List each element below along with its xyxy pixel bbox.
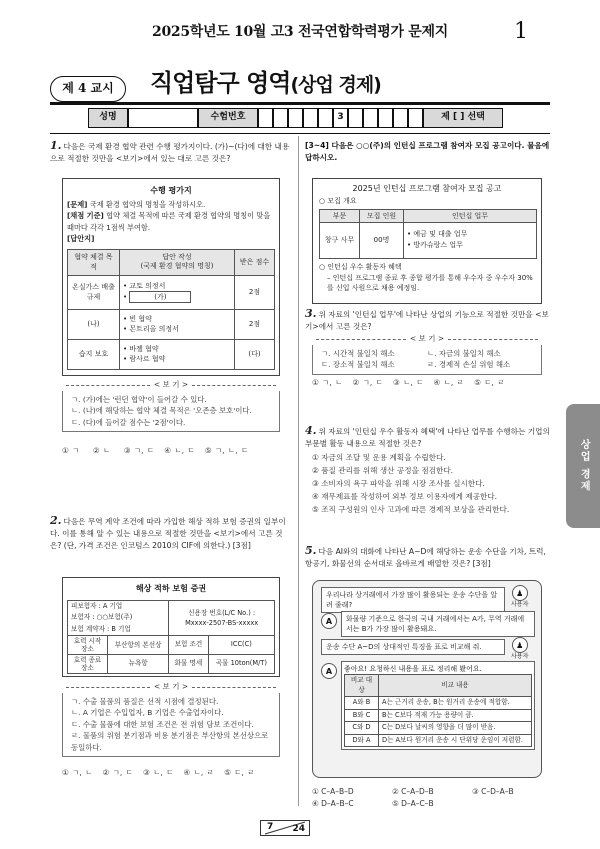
name-label: 성명 [88, 108, 128, 128]
notice-table: 부문 모집 인원 인턴십 업무 창구 사무 00명 • 예금 및 대출 업무 • 방카슈랑스 업무 [319, 209, 537, 259]
column-divider [298, 136, 299, 806]
bogi-item: ㄷ. 수출 물품에 대한 보험 조건은 전 위험 담보 조건이다. [71, 719, 254, 729]
exam-no-digit[interactable] [258, 108, 273, 128]
bogi-item: ㄱ. 수출 물품의 품질은 선적 시점에 결정된다. [71, 696, 219, 706]
user-message: 우리나라 상거래에서 가장 많이 활용되는 운송 수단을 알려 줄래? [321, 587, 505, 613]
ai-message: 화물량 기준으로 한국의 국내 거래에서는 A가, 무역 거래에서는 B가 가장 많이 활용돼요. [341, 611, 535, 637]
table-row: B와 C B는 C보다 적재 가능 용량이 큼. [345, 709, 532, 722]
notice-section: ○ 모집 개요 [319, 196, 357, 205]
header-rule [50, 102, 550, 105]
question-stem: 위 자료의 '인턴십 우수 활동자 혜택'에 나타난 업무를 수행하는 기업의 부문별 활동 내용으로 적절한 것은? [305, 427, 550, 449]
exam-no-digit[interactable] [363, 108, 378, 128]
exam-no-digit[interactable] [348, 108, 363, 128]
notice-title: 2025년 인턴십 프로그램 참여자 모집 공고 [352, 184, 502, 193]
answer-label: [답안지] [67, 234, 95, 244]
table-row: 습지 보호 • 바젤 협약 • 람사르 협약 (다) [68, 339, 275, 369]
bogi-title: < 보 기 > [62, 380, 280, 391]
question-stem: 위 자료의 '인턴십 업무'에 나타난 상업의 기능으로 적절한 것만을 <보기>에서 고른 것은? [305, 310, 549, 332]
table-header: 답안 작성 (국제 환경 협약의 명칭) [120, 249, 235, 275]
notice-benefit: – 인턴십 프로그램 종료 후 종합 평가를 통해 우수자 중 우수자 30%를 신입 사원으로 채용 예정임. [327, 273, 533, 292]
question-number: 4. [305, 424, 317, 437]
subject-title [150, 68, 381, 100]
exam-no-digit: 3 [333, 108, 348, 128]
subject-sub: (상업 경제) [290, 74, 381, 96]
bogi-title: < 보 기 > [62, 682, 280, 693]
ai-avatar [321, 663, 337, 679]
criteria-line: [채점 기준] 협약 체결 목적에 따른 국제 환경 협약의 명칭이 맞을 때마다 각각 1점씩 부여함. [67, 211, 271, 232]
internship-notice [312, 178, 542, 304]
policy-title: 해상 적하 보험 증권 [135, 584, 207, 593]
assessment-box [62, 178, 280, 376]
question-stem: 다음 AI와의 대화에 나타난 A~D에 해당하는 운송 수단을 기차, 트럭, 항공기, 화물선의 순서대로 올바르게 배열한 것은? [3점] [305, 547, 546, 569]
policy-table: 피보험자 : A 기업 신용장 번호(L/C No.) : Mxxxx-2507-BS-xxxxx 보험자 : ○○보험(주) 보험 계약자 : B 기업 효력 시작 장소 부산항의 본선상 보험 조건 ICC(C) 효력 종료 장소 뉴욕항 화물 명세 곡물 10ton(M/T) [67, 600, 275, 675]
bogi-item: ㄷ. 장소적 불일치 해소 [321, 360, 395, 370]
exam-no-digit[interactable] [273, 108, 288, 128]
q1-bogi [62, 380, 280, 432]
option-item[interactable]: ⑤ D–A–C–B [392, 799, 434, 808]
option-item[interactable]: ② 품질 관리를 위해 생산 공정을 점검한다. [312, 466, 454, 475]
option-item[interactable]: ③ C–D–A–B [472, 787, 514, 796]
question-number: 2. [50, 514, 62, 527]
table-row: 온실가스 배출 규제 • 교토 의정서 • (가) 2점 [68, 275, 275, 309]
ai-table-message [341, 661, 535, 750]
table-row: C와 D C는 D보다 날씨의 영향을 더 많이 받음. [345, 722, 532, 735]
bogi-item: ㄴ. 자금의 불일치 해소 [427, 348, 501, 358]
bogi-item: ㄹ. 경제적 손실 위험 해소 [427, 360, 511, 370]
bogi-item: ㄴ. A 기업은 수입업자, B 기업은 수출업자이다. [71, 708, 224, 718]
page-number: 1 [514, 19, 528, 44]
problem-line: [문제] 국제 환경 협약의 명칭을 작성하시오. [67, 199, 206, 209]
bogi-item: ㄷ. (다)에 들어갈 점수는 '2점'이다. [71, 417, 186, 427]
table-row: A와 B A는 근거리 운송, B는 원거리 운송에 적합함. [345, 697, 532, 710]
total-pages: 24 [292, 824, 305, 834]
user-avatar: ♟ 사용자 [511, 637, 528, 662]
question-number: 3. [305, 307, 317, 320]
transport-compare-table: 비교 대상 비교 내용 A와 B A는 근거리 운송, B는 원거리 운송에 적합함. B와 C B는 C보다 적재 가능 용량이 큼. C와 D C는 D보다 날씨의 영향을 더 많이 받음. D와 A D는 A보다 원거리 운송 시 단위당 운임이 저렴함. [344, 674, 532, 747]
option-item[interactable]: ③ 소비자의 욕구 파악을 위해 시장 조사를 실시한다. [312, 479, 485, 488]
bogi-item: ㄱ. (가)에는 '런던 협약'이 들어갈 수 있다. [71, 394, 207, 404]
box-title: 수행 평가지 [150, 186, 192, 195]
exam-no-digit[interactable] [408, 108, 423, 128]
bogi-item: ㄱ. 시간적 불일치 해소 [321, 348, 395, 358]
table-header: 받은 점수 [235, 249, 275, 275]
option-item[interactable]: ① 자금의 조달 및 운용 계획을 수립한다. [312, 453, 446, 462]
ai-icon: A [321, 663, 337, 679]
question-number: 1. [50, 139, 62, 152]
ai-avatar [321, 613, 337, 629]
question-number: 5. [305, 544, 317, 557]
question-stem: 다음은 국제 환경 협약 관련 수행 평가지이다. (가)~(다)에 대한 내용으로 적절한 것만을 <보기>에서 있는 대로 고른 것은? [50, 142, 290, 164]
ai-message-text: 좋아요! 요청하신 내용을 표로 정리해 봤어요. [344, 665, 482, 673]
q2-bogi [62, 682, 280, 757]
user-icon: ♟ [512, 585, 528, 601]
exam-no-digit[interactable] [288, 108, 303, 128]
divider [50, 133, 550, 134]
q1-choices[interactable]: ① ㄱ ② ㄴ ③ ㄱ, ㄷ ④ ㄴ, ㄷ ⑤ ㄱ, ㄴ, ㄷ [62, 446, 249, 455]
q4-options [312, 451, 552, 516]
bogi-item: ㄴ. (나)에 해당하는 협약 체결 목적은 '오존층 보호'이다. [71, 406, 252, 416]
question-2 [50, 515, 290, 553]
option-item[interactable]: ① C–A–B–D [312, 787, 354, 796]
question-4 [305, 425, 550, 450]
table-header: 협약 체결 목적 [68, 249, 120, 275]
name-field[interactable] [128, 108, 198, 128]
option-item[interactable]: ⑤ 조직 구성원의 인사 고과에 따른 경제적 보상을 관리한다. [312, 505, 510, 514]
question-stem: 다음은 무역 계약 조건에 따라 가입한 해상 적하 보험 증권의 일부이다. 이를 통해 알 수 있는 내용으로 적절한 것만을 <보기>에서 고른 것은? (단, 가격 조건은 인코텀스 2010의 CIF에 의한다.) [3점] [50, 517, 286, 551]
question-3 [305, 308, 550, 333]
exam-no-digit[interactable] [378, 108, 393, 128]
answer-table [67, 249, 275, 370]
ai-icon: A [321, 613, 337, 629]
exam-title: 2025학년도 10월 고3 전국연합학력평가 문제지 [152, 24, 448, 40]
question-1 [50, 140, 290, 165]
q34-header: [3~4] 다음은 ○○(주)의 인턴십 프로그램 참여자 모집 공고이다. 물음에 답하시오. [305, 141, 550, 163]
page-counter [260, 820, 310, 836]
insurance-policy-box [62, 577, 280, 677]
q2-choices[interactable]: ① ㄱ, ㄴ ② ㄱ, ㄷ ③ ㄴ, ㄷ ④ ㄴ, ㄹ ⑤ ㄷ, ㄹ [62, 768, 255, 777]
option-item[interactable]: ④ 재무제표를 작성하여 외부 정보 이용자에게 제공한다. [312, 492, 498, 501]
period-badge: 제 4 교시 [50, 76, 126, 102]
user-message: 운송 수단 A~D의 상대적인 특징을 표로 비교해 줘. [321, 639, 505, 655]
question-5 [305, 545, 550, 570]
notice-section: ○ 인턴십 우수 활동자 혜택 [319, 262, 402, 271]
q3-choices[interactable]: ① ㄱ, ㄴ ② ㄱ, ㄷ ③ ㄴ, ㄷ ④ ㄴ, ㄹ ⑤ ㄷ, ㄹ [312, 378, 505, 387]
choice-label: 제 [ ] 선택 [423, 108, 503, 128]
current-page: 7 [267, 822, 274, 832]
side-subject-tab: 상업 경제 [566, 404, 600, 528]
option-item[interactable]: ④ D–A–B–C [312, 799, 354, 808]
exam-no-digit[interactable] [303, 108, 318, 128]
exam-no-digit[interactable] [393, 108, 408, 128]
bogi-item: ㄹ. 물품의 위험 분기점과 비용 분기점은 부산항의 본선상으로 동일하다. [71, 731, 269, 752]
id-row [88, 108, 518, 128]
user-avatar: ♟ 사용자 [511, 585, 528, 610]
q5-choices [312, 786, 552, 810]
q3-bogi [312, 334, 542, 375]
ai-chat-panel [312, 580, 542, 778]
option-item[interactable]: ② C–A–D–B [392, 787, 434, 796]
table-row: D와 A D는 A보다 원거리 운송 시 단위당 운임이 저렴함. [345, 734, 532, 747]
subject-main: 직업탐구 영역 [150, 69, 291, 97]
bogi-title: < 보 기 > [312, 334, 542, 345]
exam-no-digit[interactable] [318, 108, 333, 128]
exam-no-label: 수험번호 [198, 108, 258, 128]
table-row: (나) • 빈 협약 • 몬트리올 의정서 2점 [68, 309, 275, 339]
user-icon: ♟ [512, 637, 528, 653]
